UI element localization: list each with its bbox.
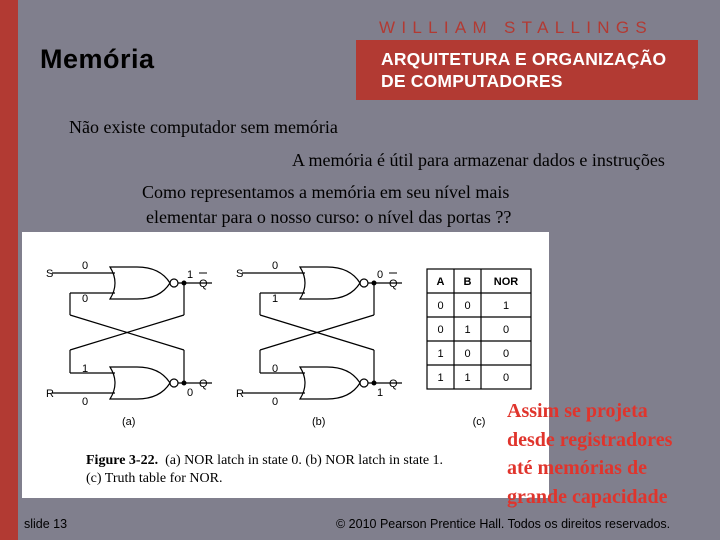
latch-a-s-label: S <box>46 268 54 280</box>
latch-a-upper-feedback-value: 0 <box>82 293 89 305</box>
truth-table-cell: 1 <box>464 324 471 336</box>
latch-a-r-value: 0 <box>82 396 89 408</box>
latch-b-r-value: 0 <box>272 396 279 408</box>
truth-table-cell: 0 <box>464 348 471 360</box>
text-line-1: Não existe computador sem memória <box>69 117 338 137</box>
text-line-3: Como representamos a memória em seu nível mais <box>142 182 510 202</box>
latch-b-q-label: Q <box>389 378 398 390</box>
overlay-line-1: Assim se projeta <box>507 400 648 422</box>
figure-panel <box>22 232 549 498</box>
latch-a-top-out-value: 1 <box>187 269 194 281</box>
latch-a-label: (a) <box>122 416 136 428</box>
truth-table-cell: 1 <box>437 348 444 360</box>
truth-table-cell: 1 <box>464 372 471 384</box>
truth-table-cell: 0 <box>502 324 510 336</box>
latch-b-qbar-label: Q <box>389 278 398 290</box>
book-title-line-2: DE COMPUTADORES <box>381 71 563 91</box>
text-line-2: A memória é útil para armazenar dados e instruções <box>292 150 665 170</box>
truth-table-cell: 0 <box>502 372 510 384</box>
latch-a-bottom-out-value: 0 <box>187 387 194 399</box>
truth-table-header-b: B <box>463 276 472 288</box>
latch-a-qbar-label: Q <box>199 278 208 290</box>
overlay-line-3: até memórias de <box>507 457 647 479</box>
figure-caption <box>86 452 443 488</box>
truth-table-label: (c) <box>472 416 486 428</box>
truth-table-cell: 0 <box>437 324 444 336</box>
overlay-note <box>507 397 672 511</box>
latch-b-s-label: S <box>236 268 244 280</box>
truth-table-cell: 0 <box>437 300 444 312</box>
latch-b-lower-feedback-value: 0 <box>272 363 279 375</box>
caption-figure-number: Figure 3-22. <box>86 453 159 468</box>
latch-a-r-label: R <box>46 388 54 400</box>
overlay-line-4: grande capacidade <box>507 485 668 508</box>
slide-number: slide 13 <box>24 517 68 531</box>
caption-line-2: (c) Truth table for NOR. <box>86 471 223 486</box>
left-accent-bar <box>0 0 18 540</box>
latch-b-s-value: 0 <box>272 260 279 272</box>
truth-table-cell: 0 <box>502 348 510 360</box>
latch-b-top-out-value: 0 <box>377 269 384 281</box>
latch-b-r-label: R <box>236 388 244 400</box>
book-title-banner <box>356 40 698 100</box>
truth-table-cell: 0 <box>464 300 471 312</box>
slide-title: Memória <box>40 44 155 74</box>
latch-a-q-label: Q <box>199 378 208 390</box>
text-line-4: elementar para o nosso curso: o nível das portas ?? <box>146 207 512 227</box>
book-title-line-1: ARQUITETURA E ORGANIZAÇÃO <box>381 49 667 69</box>
truth-table-header-nor: NOR <box>493 276 519 288</box>
latch-a-s-value: 0 <box>82 260 89 272</box>
overlay-line-2: desde registradores <box>507 428 673 451</box>
copyright-notice: © 2010 Pearson Prentice Hall. Todos os direitos reservados. <box>336 517 671 531</box>
latch-b-upper-feedback-value: 1 <box>272 293 279 305</box>
author-name: WILLIAM STALLINGS <box>379 18 653 37</box>
latch-a-lower-feedback-value: 1 <box>82 363 89 375</box>
caption-line-1: (a) NOR latch in state 0. (b) NOR latch in state 1. <box>165 453 444 468</box>
latch-b-bottom-out-value: 1 <box>377 387 384 399</box>
truth-table-cell: 1 <box>502 300 510 312</box>
truth-table-header-a: A <box>436 276 445 288</box>
truth-table-cell: 1 <box>437 372 444 384</box>
latch-b-label: (b) <box>312 416 326 428</box>
